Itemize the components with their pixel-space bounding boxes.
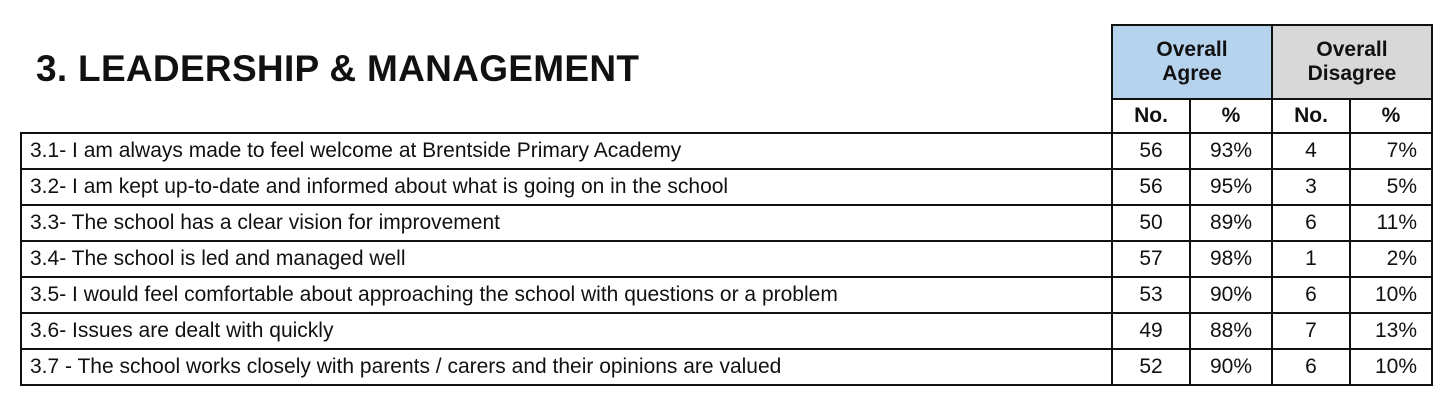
question-cell: 3.1- I am always made to feel welcome at Brentside Primary Academy xyxy=(21,133,1112,169)
agree-header-line2: Agree xyxy=(1162,62,1222,85)
table-row xyxy=(21,241,1432,277)
question-cell: 3.7 - The school works closely with parents / carers and their opinions are valued xyxy=(21,349,1112,385)
agree-no-cell: 57 xyxy=(1112,241,1190,277)
overall-disagree-header xyxy=(1272,25,1432,99)
agree-no-header: No. xyxy=(1112,99,1190,133)
header-row-group xyxy=(21,25,1432,99)
agree-no-cell: 56 xyxy=(1112,169,1190,205)
disagree-no-cell: 3 xyxy=(1272,169,1350,205)
table-row xyxy=(21,205,1432,241)
disagree-header-line2: Disagree xyxy=(1307,62,1397,85)
disagree-pct-cell: 13% xyxy=(1350,313,1432,349)
table-row xyxy=(21,313,1432,349)
table-row xyxy=(21,169,1432,205)
agree-pct-cell: 98% xyxy=(1190,241,1272,277)
agree-no-cell: 50 xyxy=(1112,205,1190,241)
overall-agree-header xyxy=(1112,25,1272,99)
section-title: 3. LEADERSHIP & MANAGEMENT xyxy=(36,48,640,89)
table-row xyxy=(21,349,1432,385)
table-row xyxy=(21,277,1432,313)
agree-pct-cell: 88% xyxy=(1190,313,1272,349)
disagree-pct-header: % xyxy=(1350,99,1432,133)
disagree-no-header: No. xyxy=(1272,99,1350,133)
agree-no-cell: 56 xyxy=(1112,133,1190,169)
agree-pct-cell: 90% xyxy=(1190,349,1272,385)
survey-table xyxy=(20,24,1433,386)
disagree-no-cell: 6 xyxy=(1272,349,1350,385)
disagree-pct-cell: 10% xyxy=(1350,277,1432,313)
header-row-sub xyxy=(21,99,1432,133)
table-row xyxy=(21,133,1432,169)
agree-no-cell: 53 xyxy=(1112,277,1190,313)
agree-pct-cell: 90% xyxy=(1190,277,1272,313)
header-spacer-sub xyxy=(21,99,1112,133)
disagree-pct-cell: 10% xyxy=(1350,349,1432,385)
question-cell: 3.6- Issues are dealt with quickly xyxy=(21,313,1112,349)
agree-pct-cell: 95% xyxy=(1190,169,1272,205)
agree-header-line1: Overall xyxy=(1156,38,1228,61)
disagree-pct-cell: 2% xyxy=(1350,241,1432,277)
agree-pct-cell: 93% xyxy=(1190,133,1272,169)
disagree-pct-cell: 7% xyxy=(1350,133,1432,169)
header-spacer xyxy=(21,25,1112,99)
question-cell: 3.2- I am kept up-to-date and informed about what is going on in the school xyxy=(21,169,1112,205)
question-cell: 3.3- The school has a clear vision for improvement xyxy=(21,205,1112,241)
disagree-no-cell: 6 xyxy=(1272,277,1350,313)
agree-no-cell: 49 xyxy=(1112,313,1190,349)
disagree-no-cell: 7 xyxy=(1272,313,1350,349)
disagree-no-cell: 4 xyxy=(1272,133,1350,169)
agree-pct-header: % xyxy=(1190,99,1272,133)
question-cell: 3.5- I would feel comfortable about approaching the school with questions or a problem xyxy=(21,277,1112,313)
disagree-no-cell: 1 xyxy=(1272,241,1350,277)
disagree-pct-cell: 5% xyxy=(1350,169,1432,205)
agree-pct-cell: 89% xyxy=(1190,205,1272,241)
disagree-pct-cell: 11% xyxy=(1350,205,1432,241)
agree-no-cell: 52 xyxy=(1112,349,1190,385)
question-cell: 3.4- The school is led and managed well xyxy=(21,241,1112,277)
disagree-header-line1: Overall xyxy=(1316,38,1388,61)
disagree-no-cell: 6 xyxy=(1272,205,1350,241)
